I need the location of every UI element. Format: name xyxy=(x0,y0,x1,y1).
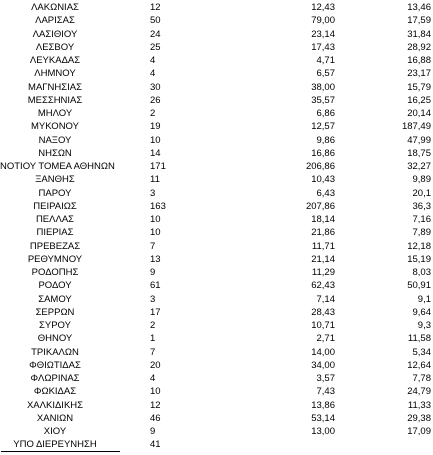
cell-rate: 10,43 xyxy=(311,174,335,186)
cell-percent: 15,19 xyxy=(407,253,431,265)
cell-region: ΡΟΔΟΠΗΣ xyxy=(31,267,79,278)
cell-region: ΠΡΕΒΕΖΑΣ xyxy=(29,240,81,252)
cell-rate: 6,86 xyxy=(316,108,335,119)
cell-percent: 47,99 xyxy=(407,134,431,146)
cell-cases: 9 xyxy=(150,267,156,278)
cell-percent: 29,38 xyxy=(407,412,431,424)
cell-percent: 9,3 xyxy=(417,320,431,331)
cell-percent: 9,89 xyxy=(412,174,431,186)
cell-cases: 2 xyxy=(150,320,156,331)
cell-cases: 26 xyxy=(150,94,161,106)
cell-region: ΛΕΣΒΟΥ xyxy=(35,41,75,53)
cell-percent: 36,3 xyxy=(412,200,431,212)
cell-rate: 13,00 xyxy=(311,426,335,437)
cell-rate: 11,71 xyxy=(311,240,335,252)
cell-percent: 7,16 xyxy=(412,214,431,225)
cell-rate: 13,86 xyxy=(311,399,335,411)
cell-percent: 13,46 xyxy=(407,2,431,13)
cell-rate: 38,00 xyxy=(311,81,335,93)
cell-rate: 9,86 xyxy=(316,134,335,146)
cell-cases: 10 xyxy=(150,227,161,239)
cell-percent: 24,79 xyxy=(407,386,431,398)
cell-percent: 17,09 xyxy=(407,426,431,437)
cell-rate: 16,86 xyxy=(311,147,335,159)
cell-rate: 207,86 xyxy=(305,200,335,212)
cell-percent: 9,64 xyxy=(412,306,431,318)
cell-percent: 23,17 xyxy=(407,68,431,80)
table-row xyxy=(0,29,433,41)
cell-region: ΦΛΩΡΙΝΑΣ xyxy=(30,373,80,384)
cell-percent: 11,33 xyxy=(407,399,431,411)
table-row xyxy=(0,386,433,398)
cell-rate: 4,71 xyxy=(316,55,335,66)
cell-rate: 23,14 xyxy=(311,28,335,40)
cell-region: ΞΑΝΘΗΣ xyxy=(35,174,75,186)
cell-rate: 53,14 xyxy=(311,412,335,424)
cell-percent: 8,03 xyxy=(412,267,431,278)
table-row xyxy=(0,42,433,54)
cell-region: ΝΑΞΟΥ xyxy=(38,134,72,146)
cell-cases: 41 xyxy=(150,439,161,451)
cell-region: ΧΙΟΥ xyxy=(43,426,67,437)
cell-cases: 61 xyxy=(150,280,161,292)
cell-rate: 206,86 xyxy=(305,161,335,172)
cell-rate: 35,57 xyxy=(311,94,335,106)
cell-cases: 163 xyxy=(150,200,166,212)
cell-cases: 9 xyxy=(150,426,156,437)
cell-percent: 187,49 xyxy=(401,121,431,133)
table-row xyxy=(0,68,433,80)
cell-percent: 7,89 xyxy=(412,227,431,239)
cell-cases: 1 xyxy=(150,333,156,345)
cell-region: ΠΕΛΛΑΣ xyxy=(35,214,75,225)
cell-rate: 3,57 xyxy=(316,373,335,384)
cell-rate: 10,71 xyxy=(311,320,335,331)
cell-region: ΠΙΕΡΙΑΣ xyxy=(36,227,74,239)
cell-region: ΣΥΡΟΥ xyxy=(39,320,71,331)
cell-cases: 3 xyxy=(150,187,156,199)
cell-cases: 7 xyxy=(150,346,156,358)
cell-rate: 12,43 xyxy=(311,2,335,13)
cell-percent: 16,25 xyxy=(407,94,431,106)
cell-region: ΧΑΝΙΩΝ xyxy=(36,412,74,424)
cell-cases: 10 xyxy=(150,386,161,398)
cell-rate: 7,43 xyxy=(316,386,335,398)
cell-cases: 10 xyxy=(150,134,161,146)
table-row xyxy=(0,55,433,67)
cell-rate: 11,29 xyxy=(311,267,335,278)
cell-percent: 7,78 xyxy=(412,373,431,384)
cell-cases: 46 xyxy=(150,412,161,424)
cell-cases: 2 xyxy=(150,108,156,119)
cell-cases: 19 xyxy=(150,121,161,133)
table-row xyxy=(0,174,433,186)
table-row xyxy=(0,2,433,14)
cell-cases: 17 xyxy=(150,306,161,318)
cell-percent: 5,34 xyxy=(412,346,431,358)
cell-rate: 28,43 xyxy=(311,306,335,318)
cell-region: ΡΕΘΥΜΝΟΥ xyxy=(27,253,83,265)
table-row xyxy=(0,135,433,147)
table-row xyxy=(0,347,433,359)
cell-region: ΠΑΡΟΥ xyxy=(38,187,72,199)
cell-rate: 21,86 xyxy=(311,227,335,239)
table-row xyxy=(0,148,433,160)
cell-percent: 32,27 xyxy=(407,161,431,172)
cell-cases: 20 xyxy=(150,359,161,371)
cell-cases: 10 xyxy=(150,214,161,225)
cell-cases: 25 xyxy=(150,41,161,53)
table-row xyxy=(0,426,433,438)
cell-percent: 28,92 xyxy=(407,41,431,53)
cell-cases: 50 xyxy=(150,15,161,27)
cell-cases: 4 xyxy=(150,68,156,80)
cell-region: ΜΗΛΟΥ xyxy=(37,108,73,119)
cell-cases: 14 xyxy=(150,147,161,159)
cell-rate: 21,14 xyxy=(311,253,335,265)
cell-percent: 20,14 xyxy=(407,108,431,119)
cell-region: ΛΑΚΩΝΙΑΣ xyxy=(31,2,79,13)
table-row xyxy=(0,267,433,279)
cell-percent: 16,88 xyxy=(407,55,431,66)
cell-rate: 79,00 xyxy=(311,15,335,27)
cell-cases: 30 xyxy=(150,81,161,93)
cell-region: ΘΗΝΟΥ xyxy=(37,333,73,345)
cell-rate: 6,57 xyxy=(316,68,335,80)
cell-region: ΛΗΜΝΟΥ xyxy=(34,68,76,80)
table-row xyxy=(0,294,433,306)
table-row xyxy=(0,95,433,107)
table-row xyxy=(0,241,433,253)
cell-percent: 12,18 xyxy=(407,240,431,252)
cell-percent: 17,59 xyxy=(407,15,431,27)
table-row xyxy=(0,254,433,266)
table-row xyxy=(0,108,433,120)
cell-cases: 3 xyxy=(150,293,156,305)
cell-rate: 17,43 xyxy=(311,41,335,53)
cell-percent: 15,79 xyxy=(407,81,431,93)
table-row xyxy=(0,121,433,133)
table-row xyxy=(0,333,433,345)
cell-percent: 18,75 xyxy=(407,147,431,159)
cell-region: ΝΟΤΙΟΥ ΤΟΜΕΑ ΑΘΗΝΩΝ xyxy=(0,161,115,172)
cell-rate: 18,14 xyxy=(311,214,335,225)
cell-rate: 6,43 xyxy=(316,187,335,199)
table-row xyxy=(0,227,433,239)
table-row xyxy=(0,320,433,332)
table-row xyxy=(0,413,433,425)
cell-region: ΦΘΙΩΤΙΔΑΣ xyxy=(29,359,81,371)
cell-percent: 31,84 xyxy=(407,28,431,40)
table-row xyxy=(0,307,433,319)
cell-region: ΜΕΣΣΗΝΙΑΣ xyxy=(27,94,83,106)
cell-region: ΛΕΥΚΑΔΑΣ xyxy=(29,55,81,66)
cell-percent: 50,91 xyxy=(407,280,431,292)
cell-region: ΤΡΙΚΑΛΩΝ xyxy=(31,346,79,358)
cell-cases: 11 xyxy=(150,174,160,186)
cell-region: ΝΗΣΩΝ xyxy=(38,147,72,159)
table-row xyxy=(0,188,433,200)
cell-cases: 12 xyxy=(150,2,161,13)
table-row xyxy=(0,360,433,372)
table-row xyxy=(0,280,433,292)
cell-cases: 4 xyxy=(150,373,156,384)
cell-region: ΠΕΙΡΑΙΩΣ xyxy=(33,200,77,212)
table-row xyxy=(0,15,433,27)
cell-percent: 20,1 xyxy=(412,187,431,199)
cell-rate: 14,00 xyxy=(311,346,335,358)
cell-region: ΧΑΛΚΙΔΙΚΗΣ xyxy=(26,399,84,411)
cell-region: ΛΑΣΙΘΙΟΥ xyxy=(32,28,78,40)
cell-cases: 12 xyxy=(150,399,161,411)
table-row xyxy=(0,373,433,385)
cell-region: ΥΠΟ ΔΙΕΡΕΥΝΗΣΗ xyxy=(13,439,97,451)
cell-region: ΣΕΡΡΩΝ xyxy=(35,306,75,318)
cell-rate: 62,43 xyxy=(311,280,335,292)
cell-region: ΣΑΜΟΥ xyxy=(38,293,72,305)
cell-rate: 12,57 xyxy=(311,121,335,133)
cell-region: ΛΑΡΙΣΑΣ xyxy=(35,15,75,27)
cell-region: ΜΥΚΟΝΟΥ xyxy=(31,121,79,133)
cell-percent: 11,58 xyxy=(407,333,431,345)
cell-region: ΦΩΚΙΔΑΣ xyxy=(33,386,77,398)
cell-cases: 171 xyxy=(150,161,166,172)
cell-region: ΡΟΔΟΥ xyxy=(38,280,72,292)
cell-rate: 2,71 xyxy=(316,333,335,345)
table-row xyxy=(0,82,433,94)
cell-cases: 7 xyxy=(150,240,156,252)
cell-cases: 13 xyxy=(150,253,161,265)
table-row xyxy=(0,439,433,451)
table-row xyxy=(0,161,433,173)
cell-cases: 4 xyxy=(150,55,156,66)
cell-rate: 7,14 xyxy=(316,293,335,305)
cell-cases: 24 xyxy=(150,28,161,40)
table-row xyxy=(0,214,433,226)
cell-percent: 12,64 xyxy=(407,359,431,371)
row-underline xyxy=(1,451,120,452)
table-row xyxy=(0,201,433,213)
cell-rate: 34,00 xyxy=(311,359,335,371)
cell-percent: 9,1 xyxy=(417,293,431,305)
cell-region: ΜΑΓΝΗΣΙΑΣ xyxy=(28,81,82,93)
table-row xyxy=(0,400,433,412)
